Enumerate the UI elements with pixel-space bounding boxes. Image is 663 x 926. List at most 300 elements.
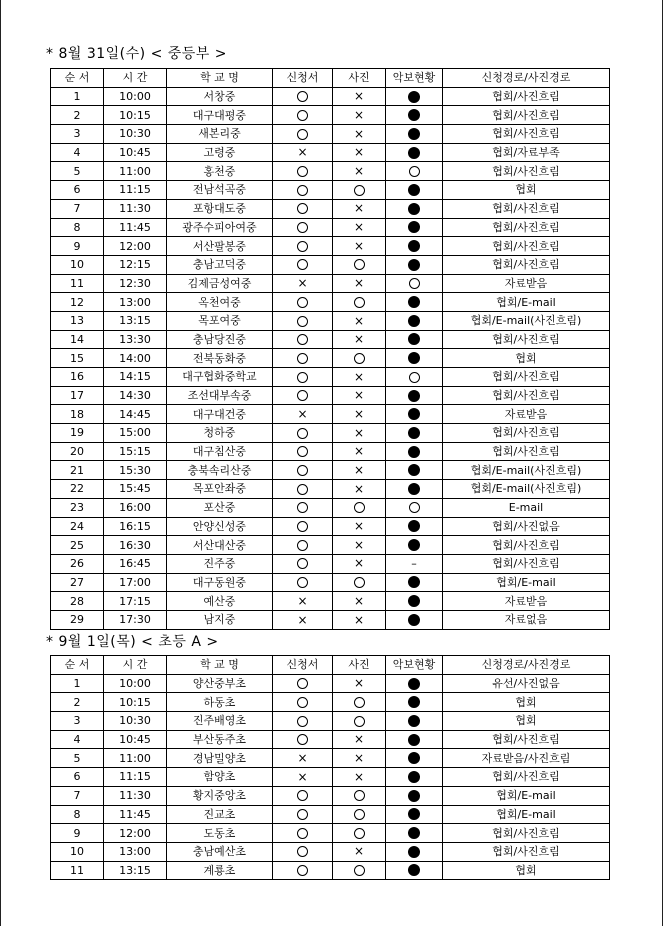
cell-school-name: 충남당진중 bbox=[167, 330, 273, 349]
cross-mark: × bbox=[353, 425, 365, 440]
cross-mark: × bbox=[353, 201, 365, 216]
cell-school-name: 함양초 bbox=[167, 768, 273, 787]
table-row bbox=[51, 786, 610, 805]
cell-school-name: 전남석곡중 bbox=[167, 181, 273, 200]
open-circle-mark bbox=[354, 502, 365, 513]
cross-mark: × bbox=[297, 406, 308, 421]
cell-route: 협회 bbox=[443, 712, 610, 731]
open-circle-mark bbox=[354, 790, 365, 801]
table-row bbox=[51, 125, 610, 144]
header-school-name: 학 교 명 bbox=[167, 656, 273, 675]
cell-application bbox=[273, 106, 333, 125]
cross-mark: × bbox=[353, 751, 365, 766]
cell-school-name: 진주중 bbox=[167, 554, 273, 573]
cell-order: 1 bbox=[51, 87, 104, 106]
open-circle-mark bbox=[354, 353, 365, 364]
filled-circle-mark bbox=[408, 864, 420, 876]
open-circle-mark bbox=[297, 185, 308, 196]
table-header-row bbox=[51, 656, 610, 675]
cell-school-name: 예산중 bbox=[167, 592, 273, 611]
cell-order: 2 bbox=[51, 693, 104, 712]
cell-route: 협회/사진흐림 bbox=[443, 330, 610, 349]
filled-circle-mark bbox=[408, 790, 420, 802]
cell-application bbox=[273, 824, 333, 843]
cross-mark: × bbox=[353, 238, 365, 253]
cell-school-name: 홍천중 bbox=[167, 162, 273, 181]
cell-score-status bbox=[386, 517, 443, 536]
cell-photo bbox=[333, 143, 386, 162]
cell-photo bbox=[333, 536, 386, 555]
open-circle-mark bbox=[297, 390, 308, 401]
cross-mark: × bbox=[297, 751, 308, 766]
cell-score-status bbox=[386, 199, 443, 218]
cell-route: 협회/사진흐림 bbox=[443, 87, 610, 106]
cell-order: 15 bbox=[51, 349, 104, 368]
filled-circle-mark bbox=[408, 827, 420, 839]
cross-mark: × bbox=[353, 844, 365, 859]
filled-circle-mark bbox=[408, 446, 420, 458]
cell-order: 22 bbox=[51, 480, 104, 499]
cell-score-status bbox=[386, 405, 443, 424]
section-title-elementary-a: * 9월 1일(목) < 초등 A > bbox=[46, 634, 219, 650]
open-circle-mark bbox=[297, 316, 308, 327]
cell-order: 18 bbox=[51, 405, 104, 424]
cell-order: 9 bbox=[51, 237, 104, 256]
cell-photo bbox=[333, 162, 386, 181]
header-photo: 사진 bbox=[333, 656, 386, 675]
cell-score-status bbox=[386, 386, 443, 405]
cell-order: 6 bbox=[51, 768, 104, 787]
open-circle-mark bbox=[297, 809, 308, 820]
cell-application bbox=[273, 386, 333, 405]
open-circle-mark bbox=[297, 846, 308, 857]
table-row bbox=[51, 592, 610, 611]
cross-mark: × bbox=[353, 388, 365, 403]
cell-school-name: 서창중 bbox=[167, 87, 273, 106]
open-circle-mark bbox=[297, 828, 308, 839]
cell-school-name: 고령중 bbox=[167, 143, 273, 162]
cross-mark: × bbox=[353, 537, 365, 552]
cross-mark: × bbox=[353, 369, 365, 384]
cell-time: 10:00 bbox=[104, 87, 167, 106]
cell-photo bbox=[333, 517, 386, 536]
open-circle-mark bbox=[297, 166, 308, 177]
cell-score-status bbox=[386, 674, 443, 693]
cell-route: 협회/사진흐림 bbox=[443, 842, 610, 861]
cell-time: 10:30 bbox=[104, 125, 167, 144]
cross-mark: × bbox=[353, 276, 365, 291]
header-time: 시 간 bbox=[104, 656, 167, 675]
cell-application bbox=[273, 87, 333, 106]
cell-school-name: 포항대도중 bbox=[167, 199, 273, 218]
cell-photo bbox=[333, 442, 386, 461]
open-circle-mark bbox=[297, 577, 308, 588]
cell-photo bbox=[333, 349, 386, 368]
cell-score-status bbox=[386, 106, 443, 125]
open-circle-mark bbox=[354, 185, 365, 196]
cell-photo bbox=[333, 749, 386, 768]
cell-photo bbox=[333, 218, 386, 237]
cell-order: 17 bbox=[51, 386, 104, 405]
cell-photo bbox=[333, 199, 386, 218]
cross-mark: × bbox=[353, 220, 365, 235]
cell-route: E-mail bbox=[443, 498, 610, 517]
cell-score-status bbox=[386, 461, 443, 480]
cell-application bbox=[273, 199, 333, 218]
cell-order: 5 bbox=[51, 749, 104, 768]
cell-application bbox=[273, 181, 333, 200]
cell-photo bbox=[333, 106, 386, 125]
cell-order: 9 bbox=[51, 824, 104, 843]
cell-application bbox=[273, 237, 333, 256]
table-row bbox=[51, 424, 610, 443]
cell-application bbox=[273, 368, 333, 387]
cell-time: 17:15 bbox=[104, 592, 167, 611]
cell-application bbox=[273, 162, 333, 181]
cell-order: 20 bbox=[51, 442, 104, 461]
cell-application bbox=[273, 805, 333, 824]
cell-route: 협회/E-mail bbox=[443, 805, 610, 824]
filled-circle-mark bbox=[408, 771, 420, 783]
cell-school-name: 대구동원중 bbox=[167, 573, 273, 592]
cell-route: 협회/E-mail(사진흐림) bbox=[443, 461, 610, 480]
open-circle-mark bbox=[297, 428, 308, 439]
open-circle-mark bbox=[297, 259, 308, 270]
header-score-status: 악보현황 bbox=[386, 656, 443, 675]
cell-route: 협회 bbox=[443, 693, 610, 712]
cell-score-status bbox=[386, 330, 443, 349]
cell-route: 협회/E-mail(사진흐림) bbox=[443, 480, 610, 499]
cell-time: 14:15 bbox=[104, 368, 167, 387]
cell-application bbox=[273, 517, 333, 536]
cell-time: 12:15 bbox=[104, 255, 167, 274]
cell-application bbox=[273, 293, 333, 312]
cell-school-name: 진주배영초 bbox=[167, 712, 273, 731]
filled-circle-mark bbox=[408, 221, 420, 233]
cross-mark: × bbox=[297, 612, 308, 627]
cell-order: 23 bbox=[51, 498, 104, 517]
filled-circle-mark bbox=[408, 752, 420, 764]
table-row bbox=[51, 349, 610, 368]
cell-order: 11 bbox=[51, 861, 104, 880]
filled-circle-mark bbox=[408, 715, 420, 727]
filled-circle-mark bbox=[408, 259, 420, 271]
cross-mark: × bbox=[353, 732, 365, 747]
table-row bbox=[51, 498, 610, 517]
table-row bbox=[51, 674, 610, 693]
open-circle-mark bbox=[297, 241, 308, 252]
cell-score-status bbox=[386, 730, 443, 749]
cell-application bbox=[273, 730, 333, 749]
cell-route: 자료받음 bbox=[443, 405, 610, 424]
cell-score-status bbox=[386, 181, 443, 200]
cell-route: 협회/사진흐림 bbox=[443, 386, 610, 405]
filled-circle-mark bbox=[408, 846, 420, 858]
open-circle-mark bbox=[297, 334, 308, 345]
cell-score-status bbox=[386, 842, 443, 861]
cell-application bbox=[273, 349, 333, 368]
filled-circle-mark bbox=[408, 390, 420, 402]
cross-mark: × bbox=[297, 593, 308, 608]
filled-circle-mark bbox=[408, 296, 420, 308]
cell-application bbox=[273, 786, 333, 805]
filled-circle-mark bbox=[408, 147, 420, 159]
cross-mark: × bbox=[297, 145, 308, 160]
cell-time: 15:45 bbox=[104, 480, 167, 499]
open-circle-mark bbox=[409, 278, 420, 289]
cell-time: 17:30 bbox=[104, 610, 167, 629]
cell-time: 11:00 bbox=[104, 749, 167, 768]
cell-time: 15:30 bbox=[104, 461, 167, 480]
filled-circle-mark bbox=[408, 240, 420, 252]
cell-route: 자료없음 bbox=[443, 610, 610, 629]
cell-school-name: 옥천여중 bbox=[167, 293, 273, 312]
table-row bbox=[51, 274, 610, 293]
table-row bbox=[51, 293, 610, 312]
cell-order: 12 bbox=[51, 293, 104, 312]
cell-score-status bbox=[386, 573, 443, 592]
cell-photo bbox=[333, 592, 386, 611]
cell-application bbox=[273, 573, 333, 592]
cell-school-name: 광주수피아여중 bbox=[167, 218, 273, 237]
cell-photo bbox=[333, 424, 386, 443]
cross-mark: × bbox=[353, 612, 365, 627]
table-row bbox=[51, 554, 610, 573]
cell-order: 19 bbox=[51, 424, 104, 443]
cell-application bbox=[273, 218, 333, 237]
cell-time: 11:30 bbox=[104, 786, 167, 805]
cell-route: 협회 bbox=[443, 349, 610, 368]
cell-school-name: 진교초 bbox=[167, 805, 273, 824]
cell-school-name: 서산팔봉중 bbox=[167, 237, 273, 256]
cell-application bbox=[273, 674, 333, 693]
cell-order: 2 bbox=[51, 106, 104, 125]
header-photo: 사진 bbox=[333, 69, 386, 88]
open-circle-mark bbox=[297, 91, 308, 102]
cell-photo bbox=[333, 125, 386, 144]
cell-route: 협회/사진흐림 bbox=[443, 730, 610, 749]
cell-school-name: 충남예산초 bbox=[167, 842, 273, 861]
cell-photo bbox=[333, 861, 386, 880]
cell-application bbox=[273, 592, 333, 611]
cell-score-status bbox=[386, 536, 443, 555]
cell-school-name: 충남고덕중 bbox=[167, 255, 273, 274]
table-row bbox=[51, 106, 610, 125]
cell-school-name: 서산대산중 bbox=[167, 536, 273, 555]
dash-mark: – bbox=[411, 557, 417, 571]
cross-mark: × bbox=[353, 519, 365, 534]
cell-time: 11:30 bbox=[104, 199, 167, 218]
filled-circle-mark bbox=[408, 91, 420, 103]
cell-score-status bbox=[386, 592, 443, 611]
cell-time: 17:00 bbox=[104, 573, 167, 592]
cross-mark: × bbox=[353, 107, 365, 122]
cell-school-name: 대구대평중 bbox=[167, 106, 273, 125]
cell-score-status bbox=[386, 805, 443, 824]
header-order: 순 서 bbox=[51, 69, 104, 88]
table-row bbox=[51, 712, 610, 731]
cell-route: 협회 bbox=[443, 181, 610, 200]
cell-route: 협회/사진흐림 bbox=[443, 237, 610, 256]
cell-score-status bbox=[386, 237, 443, 256]
cross-mark: × bbox=[353, 481, 365, 496]
open-circle-mark bbox=[297, 790, 308, 801]
page-border-left bbox=[0, 0, 1, 926]
cross-mark: × bbox=[297, 769, 308, 784]
table-row bbox=[51, 143, 610, 162]
cell-score-status bbox=[386, 368, 443, 387]
open-circle-mark bbox=[297, 540, 308, 551]
cell-application bbox=[273, 536, 333, 555]
cell-time: 16:15 bbox=[104, 517, 167, 536]
cell-time: 16:45 bbox=[104, 554, 167, 573]
cell-order: 26 bbox=[51, 554, 104, 573]
cell-application bbox=[273, 480, 333, 499]
cell-route: 협회/E-mail(사진흐림) bbox=[443, 311, 610, 330]
cell-photo bbox=[333, 730, 386, 749]
cross-mark: × bbox=[353, 332, 365, 347]
table-row bbox=[51, 255, 610, 274]
filled-circle-mark bbox=[408, 483, 420, 495]
cell-time: 16:00 bbox=[104, 498, 167, 517]
open-circle-mark bbox=[297, 558, 308, 569]
open-circle-mark bbox=[297, 697, 308, 708]
table-row bbox=[51, 218, 610, 237]
cell-school-name: 목포안좌중 bbox=[167, 480, 273, 499]
cell-time: 11:45 bbox=[104, 805, 167, 824]
cell-photo bbox=[333, 573, 386, 592]
cell-route: 유선/사진없음 bbox=[443, 674, 610, 693]
open-circle-mark bbox=[297, 678, 308, 689]
cell-application bbox=[273, 125, 333, 144]
open-circle-mark bbox=[354, 259, 365, 270]
cell-score-status bbox=[386, 712, 443, 731]
cell-photo bbox=[333, 293, 386, 312]
cell-photo bbox=[333, 311, 386, 330]
cell-application bbox=[273, 424, 333, 443]
cell-order: 4 bbox=[51, 730, 104, 749]
cell-score-status bbox=[386, 143, 443, 162]
cell-photo bbox=[333, 842, 386, 861]
table-row bbox=[51, 442, 610, 461]
cell-score-status bbox=[386, 125, 443, 144]
open-circle-mark bbox=[297, 521, 308, 532]
filled-circle-mark bbox=[408, 315, 420, 327]
cell-time: 11:45 bbox=[104, 218, 167, 237]
cell-time: 13:15 bbox=[104, 311, 167, 330]
open-circle-mark bbox=[354, 865, 365, 876]
cell-application bbox=[273, 768, 333, 787]
cell-route: 협회/사진없음 bbox=[443, 517, 610, 536]
open-circle-mark bbox=[297, 203, 308, 214]
open-circle-mark bbox=[297, 865, 308, 876]
cell-order: 14 bbox=[51, 330, 104, 349]
filled-circle-mark bbox=[408, 333, 420, 345]
cell-route: 협회/자료부족 bbox=[443, 143, 610, 162]
table-row bbox=[51, 693, 610, 712]
cell-score-status bbox=[386, 311, 443, 330]
open-circle-mark bbox=[354, 809, 365, 820]
cell-route: 협회/사진흐림 bbox=[443, 218, 610, 237]
cross-mark: × bbox=[353, 89, 365, 104]
cell-time: 13:00 bbox=[104, 293, 167, 312]
cell-route: 자료받음 bbox=[443, 274, 610, 293]
cell-school-name: 새본리중 bbox=[167, 125, 273, 144]
cell-time: 10:00 bbox=[104, 674, 167, 693]
header-score-status: 악보현황 bbox=[386, 69, 443, 88]
cell-photo bbox=[333, 768, 386, 787]
cell-time: 13:15 bbox=[104, 861, 167, 880]
cell-time: 11:15 bbox=[104, 768, 167, 787]
table-header-row bbox=[51, 69, 610, 88]
filled-circle-mark bbox=[408, 427, 420, 439]
cross-mark: × bbox=[353, 593, 365, 608]
cell-photo bbox=[333, 255, 386, 274]
open-circle-mark bbox=[297, 716, 308, 727]
cell-order: 8 bbox=[51, 805, 104, 824]
cell-photo bbox=[333, 805, 386, 824]
cell-score-status bbox=[386, 349, 443, 368]
cell-photo bbox=[333, 181, 386, 200]
cell-route: 협회/E-mail bbox=[443, 293, 610, 312]
cell-order: 1 bbox=[51, 674, 104, 693]
table-row bbox=[51, 480, 610, 499]
table-row bbox=[51, 162, 610, 181]
cell-score-status bbox=[386, 255, 443, 274]
filled-circle-mark bbox=[408, 678, 420, 690]
cell-application bbox=[273, 330, 333, 349]
cell-photo bbox=[333, 237, 386, 256]
cell-school-name: 김제금성여중 bbox=[167, 274, 273, 293]
schedule-table-middle-school bbox=[50, 68, 610, 630]
open-circle-mark bbox=[297, 353, 308, 364]
cell-time: 13:30 bbox=[104, 330, 167, 349]
cell-application bbox=[273, 712, 333, 731]
cell-order: 7 bbox=[51, 199, 104, 218]
cell-order: 27 bbox=[51, 573, 104, 592]
cell-score-status bbox=[386, 768, 443, 787]
open-circle-mark bbox=[354, 297, 365, 308]
filled-circle-mark bbox=[408, 614, 420, 626]
open-circle-mark bbox=[409, 372, 420, 383]
cell-route: 협회/사진흐림 bbox=[443, 125, 610, 144]
cell-order: 3 bbox=[51, 712, 104, 731]
cell-school-name: 청하중 bbox=[167, 424, 273, 443]
filled-circle-mark bbox=[408, 128, 420, 140]
cell-order: 24 bbox=[51, 517, 104, 536]
cell-application bbox=[273, 610, 333, 629]
table-row bbox=[51, 330, 610, 349]
header-route: 신청경로/사진경로 bbox=[443, 69, 610, 88]
cell-school-name: 대구침산중 bbox=[167, 442, 273, 461]
open-circle-mark bbox=[297, 734, 308, 745]
cell-order: 10 bbox=[51, 842, 104, 861]
open-circle-mark bbox=[354, 716, 365, 727]
filled-circle-mark bbox=[408, 352, 420, 364]
cell-order: 5 bbox=[51, 162, 104, 181]
table-row bbox=[51, 749, 610, 768]
filled-circle-mark bbox=[408, 408, 420, 420]
cross-mark: × bbox=[353, 676, 365, 691]
open-circle-mark bbox=[297, 484, 308, 495]
cell-school-name: 대구대건중 bbox=[167, 405, 273, 424]
open-circle-mark bbox=[297, 372, 308, 383]
cell-score-status bbox=[386, 274, 443, 293]
cross-mark: × bbox=[353, 164, 365, 179]
cell-route: 자료받음 bbox=[443, 592, 610, 611]
cell-order: 28 bbox=[51, 592, 104, 611]
open-circle-mark bbox=[409, 166, 420, 177]
